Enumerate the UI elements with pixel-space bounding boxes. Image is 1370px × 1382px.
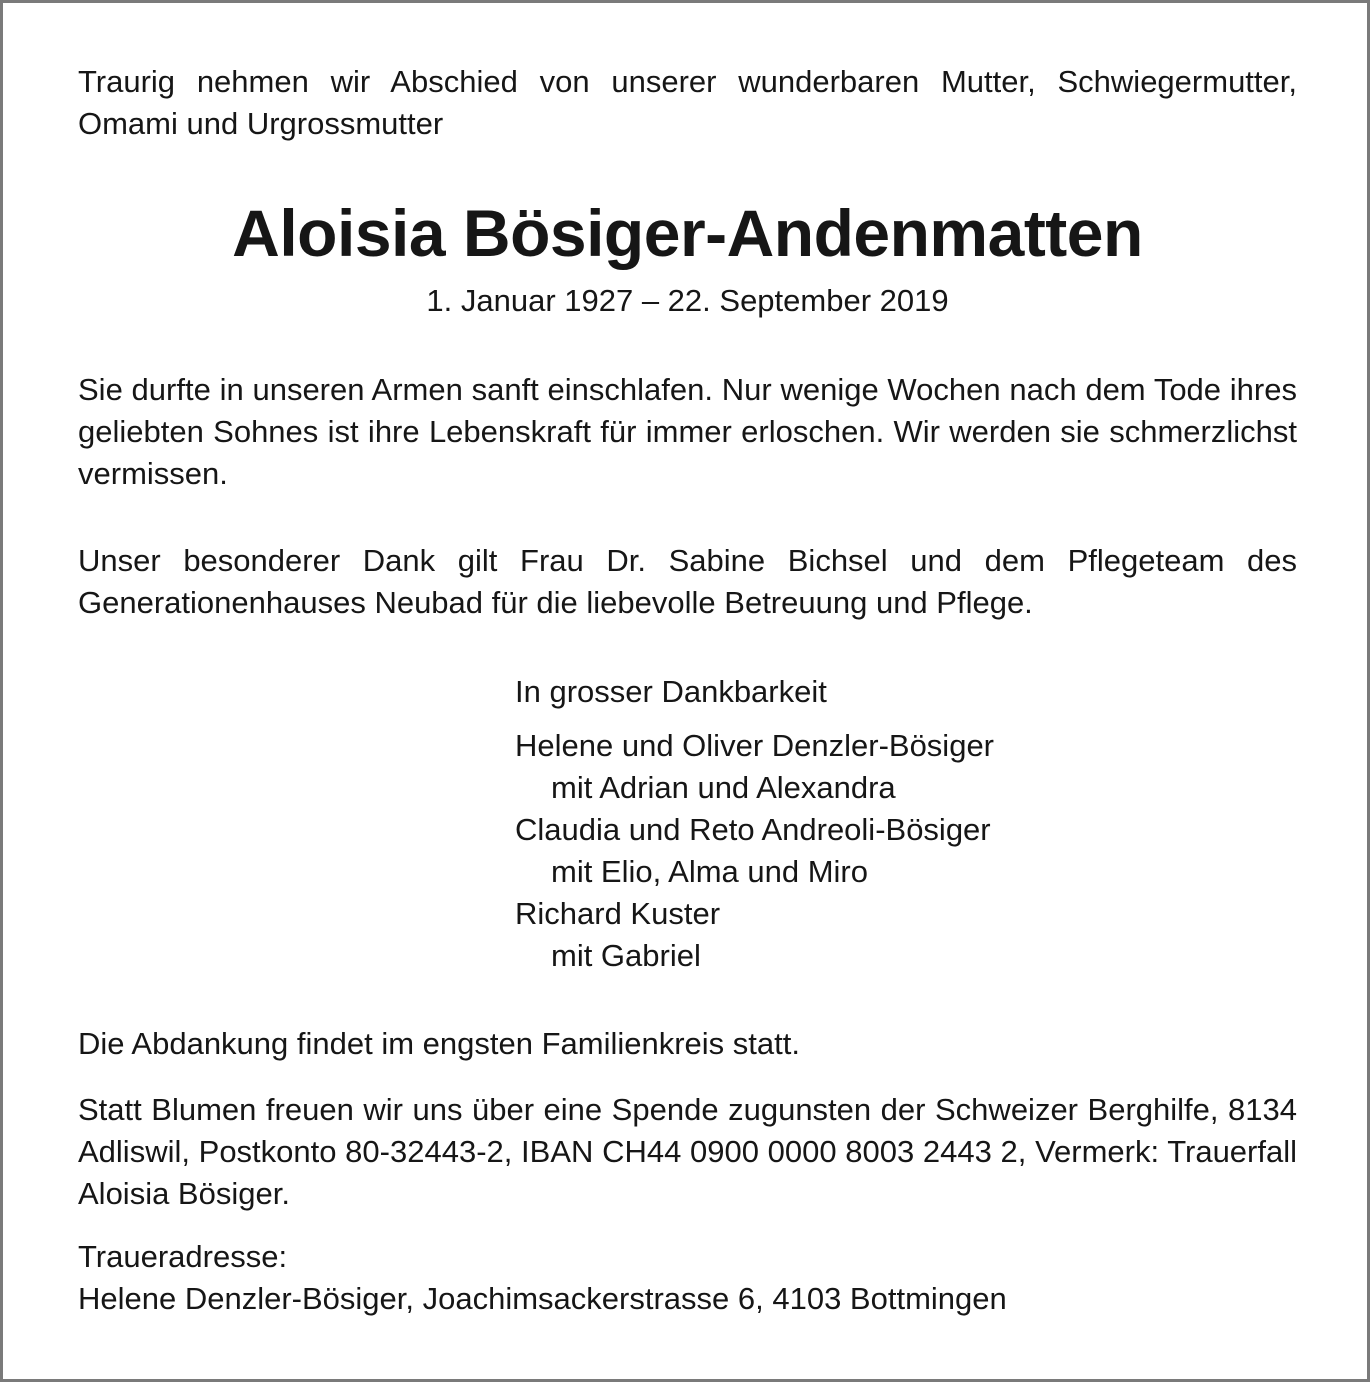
mourning-address (78, 1236, 1297, 1320)
donation-note: Statt Blumen freuen wir uns über eine Spende zugunsten der Schweizer Berghilfe, 8134 Adliswil, Postkonto 80-32443-2, IBAN CH44 0900 0000 8003 2443 2, Vermerk: Trauerfall Aloisia Bösiger. (78, 1092, 1297, 1211)
deceased-name: Aloisia Bösiger-Andenmatten (232, 196, 1143, 270)
ceremony-note: Die Abdankung findet im engsten Familienkreis statt. (78, 1026, 800, 1061)
mourner-line: Helene und Oliver Denzler-Bösiger (515, 728, 995, 763)
address-value: Helene Denzler-Bösiger, Joachimsackerstrasse 6, 4103 Bottmingen (78, 1281, 1007, 1316)
signature-block (515, 671, 1215, 977)
mourner-line: Richard Kuster (515, 896, 721, 931)
closing-line: In grosser Dankbarkeit (515, 674, 827, 709)
mourner-line: Claudia und Reto Andreoli-Bösiger (515, 812, 991, 847)
farewell-paragraph: Sie durfte in unseren Armen sanft einschlafen. Nur wenige Wochen nach dem Tode ihres geliebten Sohnes ist ihre Lebenskraft für immer erloschen. Wir werden sie schmerzlichst vermissen. (78, 372, 1297, 491)
mourner-line: mit Elio, Alma und Miro (551, 854, 868, 889)
mourner-line: mit Adrian und Alexandra (551, 770, 896, 805)
life-dates: 1. Januar 1927 – 22. September 2019 (426, 283, 949, 318)
intro-text: Traurig nehmen wir Abschied von unserer wunderbaren Mutter, Schwiegermutter, Omami und Urgrossmutter (78, 64, 1297, 141)
mourner-line: mit Gabriel (551, 938, 701, 973)
address-label: Traueradresse: (78, 1239, 288, 1274)
thanks-paragraph: Unser besonderer Dank gilt Frau Dr. Sabine Bichsel und dem Pflegeteam des Generationenhauses Neubad für die liebevolle Betreuung und Pflege. (78, 543, 1297, 620)
